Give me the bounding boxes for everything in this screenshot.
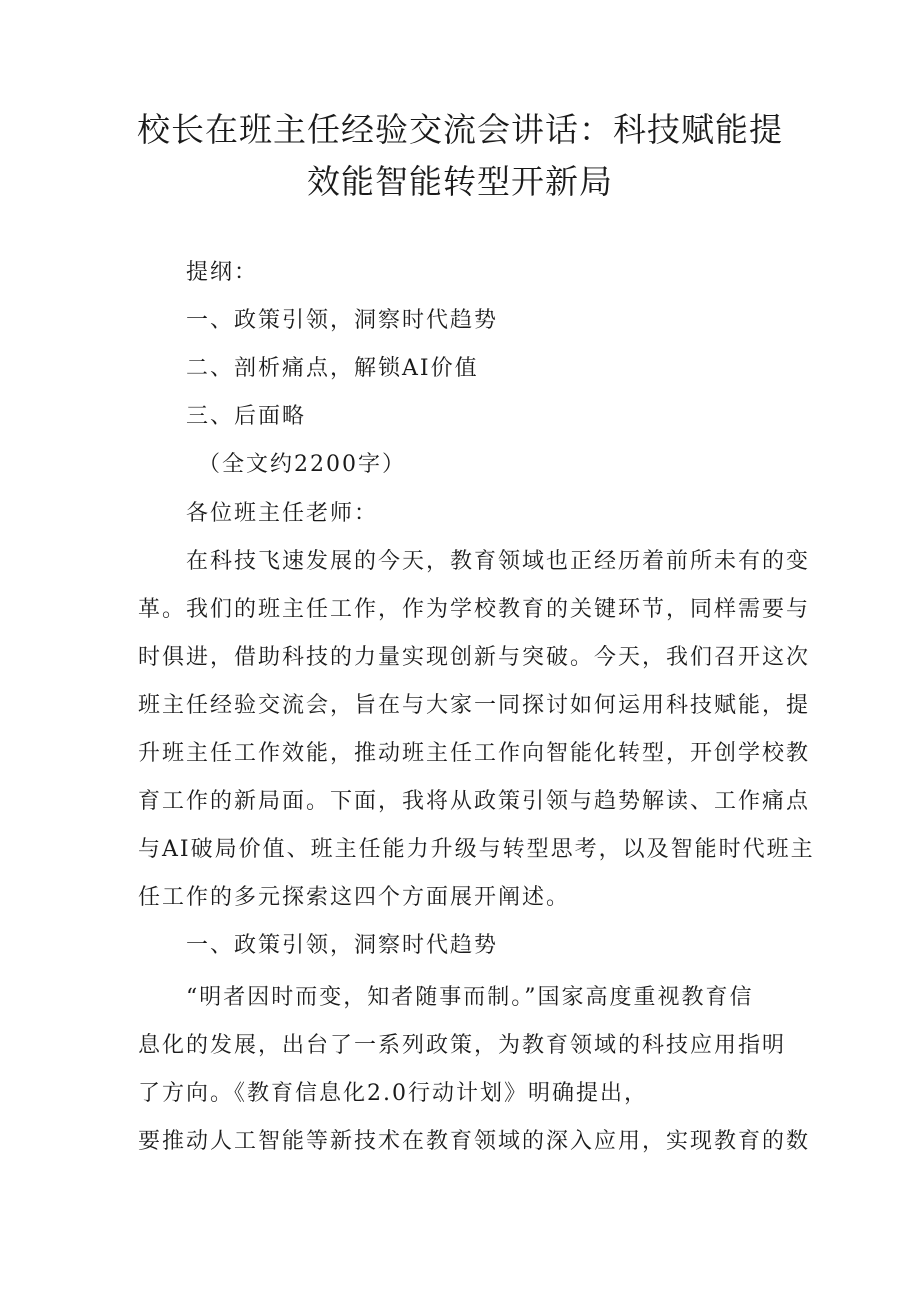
section-1-line-2: 息化的发展，出台了一系列政策，为教育领域的科技应用指明 [138, 1033, 787, 1058]
intro-line-6: 育工作的新局面。下面，我将从政策引领与趋势解读、工作痛点 [138, 789, 811, 814]
section-1-line-3: 了方向。《教育信息化2.0行动计划》明确提出， [138, 1081, 648, 1106]
document-title-line-1: 校长在班主任经验交流会讲话：科技赋能提 [137, 110, 783, 149]
section-1-line-4: 要推动人工智能等新技术在教育领域的深入应用，实现教育的数 [138, 1129, 811, 1154]
intro-line-7: 与AI破局价值、班主任能力升级与转型思考，以及智能时代班主 [138, 837, 815, 862]
intro-line-1: 在科技飞速发展的今天，教育领域也正经历着前所未有的变 [186, 549, 811, 574]
intro-line-3: 时俱进，借助科技的力量实现创新与突破。今天，我们召开这次 [138, 645, 811, 670]
salutation: 各位班主任老师： [186, 501, 379, 526]
outline-label: 提纲： [186, 260, 259, 285]
outline-item-1: 一、政策引领，洞察时代趋势 [186, 308, 499, 333]
document-title-line-2: 效能智能转型开新局 [307, 162, 613, 201]
intro-line-4: 班主任经验交流会，旨在与大家一同探讨如何运用科技赋能，提 [138, 693, 811, 718]
intro-line-8: 任工作的多元探索这四个方面展开阐述。 [138, 885, 571, 910]
intro-line-5: 升班主任工作效能，推动班主任工作向智能化转型，开创学校教 [138, 741, 811, 766]
word-count-note: （全文约2200字） [198, 452, 406, 477]
section-1-line-1: “明者因时而变，知者随事而制。”国家高度重视教育信 [186, 985, 754, 1010]
intro-line-2: 革。我们的班主任工作，作为学校教育的关键环节，同样需要与 [138, 597, 811, 622]
outline-item-2: 二、剖析痛点，解锁AI价值 [186, 356, 479, 381]
section-1-heading: 一、政策引领，洞察时代趋势 [186, 933, 499, 958]
outline-item-3: 三、后面略 [186, 404, 307, 429]
